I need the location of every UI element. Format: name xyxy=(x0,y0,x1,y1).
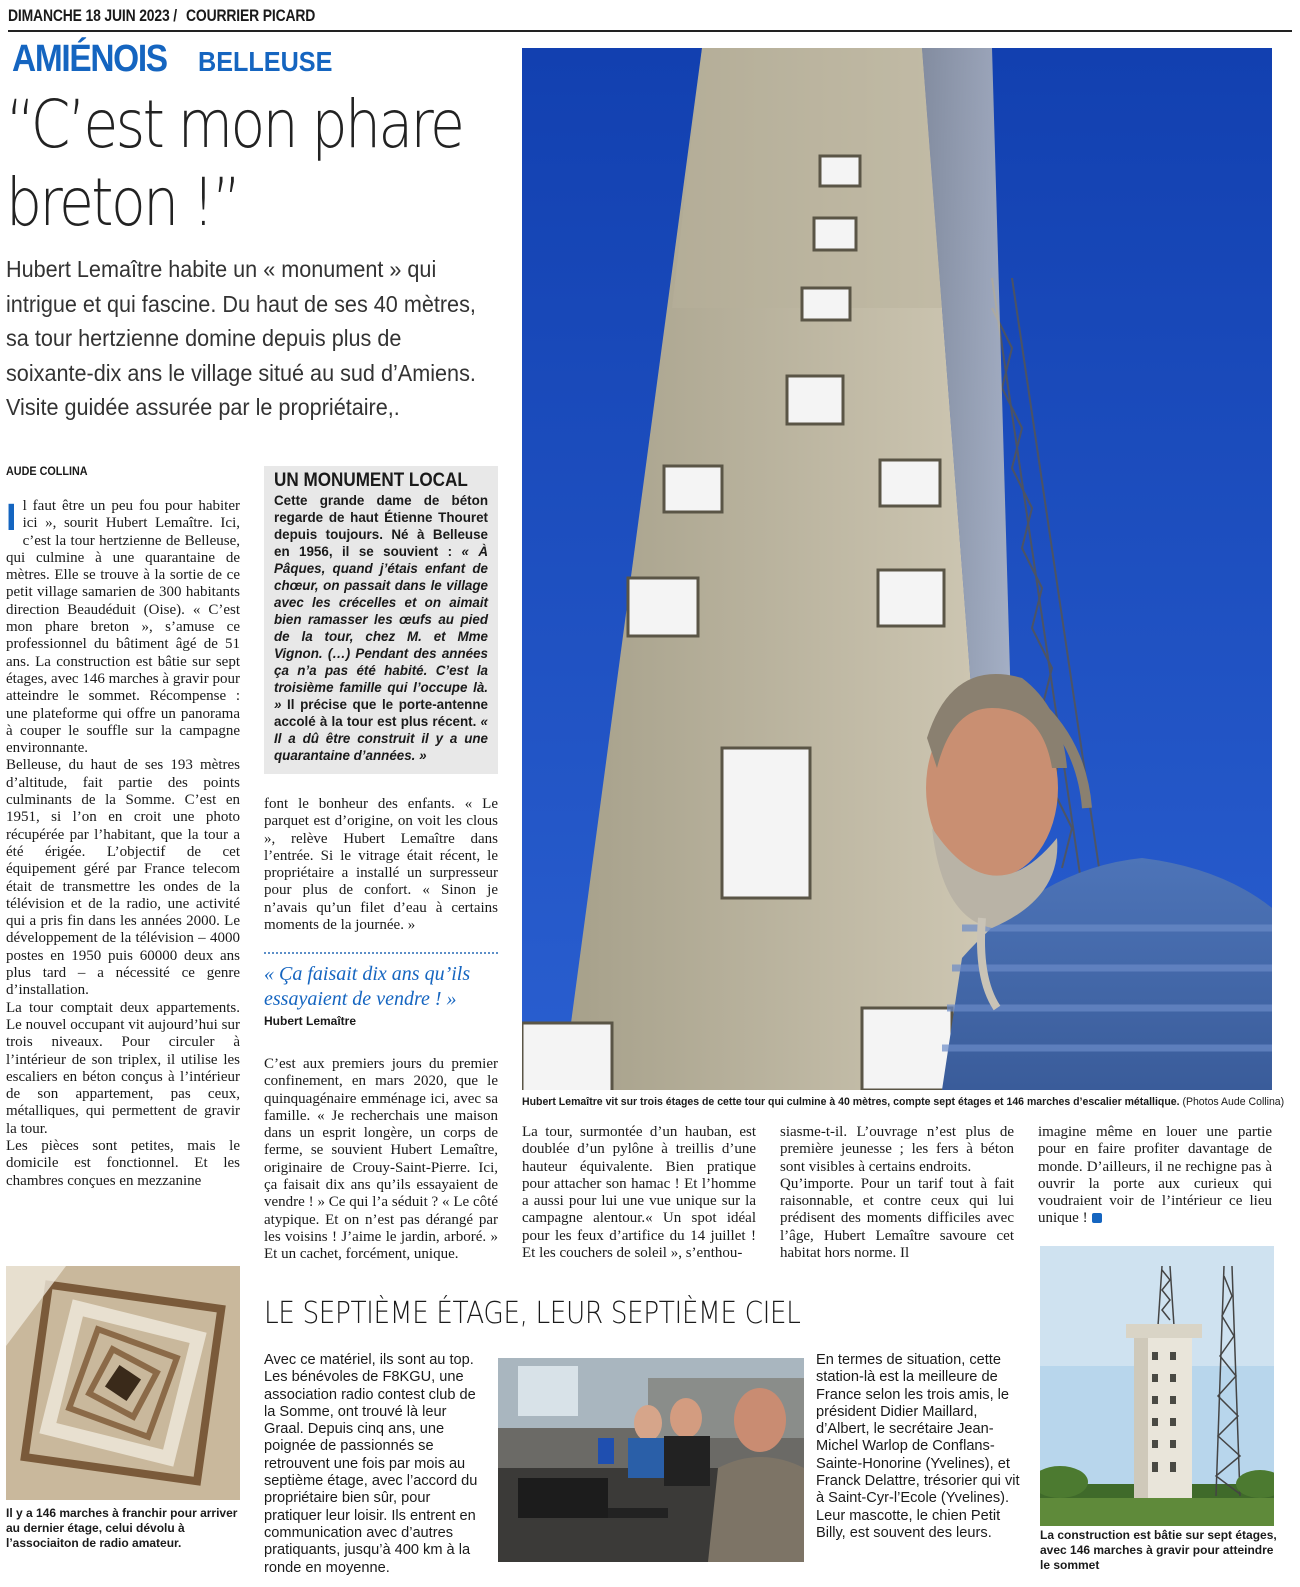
article-column-2b: C’est aux premiers jours du premier confinement, en mars 2020, que le quinquagénaire emménage ici, avec sa famille. « Je recherchais une maison dans un esprit longère, un corps de ferme, se souvient Hubert Lemaître, originaire de Crouy-Saint-Pierre. Ici, ça faisait dix ans qu’ils essayaient de vendre ! » Ce qui l’a séduit ? « Le côté atypique. Et on n’est pas dérangé par les voisins ! J’aime le jardin, arboré. » Et un cachet, forcément, unique. xyxy=(264,1056,498,1263)
article-paragraph: Il faut être un peu fou pour habiter ici », sourit Hubert Lemaître. Ici, c’est la tour hertzienne de Belleuse, qui culmine à une quarantaine de mètres. Elle se trouve à la sortie de ce petit village samarien de 300 habitants direction Beaudéduit (Oise). « C’est mon phare breton », s’amuse ce professionnel du bâtiment âgé de 51 ans. La construction est bâtie sur sept étages, avec 146 marches à gravir pour atteindre le sommet. Récompense : une plateforme qui offre un panorama à couper le souffle sur la campagne environnante. xyxy=(6,497,240,757)
divider xyxy=(264,952,498,954)
end-mark-icon xyxy=(1092,1213,1102,1223)
section-name: AMIÉNOIS xyxy=(12,38,167,80)
section-header xyxy=(12,38,333,80)
headline-line-1: “C’est mon phare xyxy=(6,86,463,163)
standfirst xyxy=(6,252,516,425)
staircase-caption: Il y a 146 marches à franchir pour arriver au dernier étage, celui dévolu à l’associaiton de radio amateur. xyxy=(6,1506,238,1550)
sidebar-title: UN MONUMENT LOCAL xyxy=(274,470,468,491)
article-paragraph: Qu’importe. Pour un tarif tout à fait raisonnable, et contre ceux qui lui prédisent des moments difficiles avec l’âge, Hubert Lemaître savoure cet habitat hors norme. Il xyxy=(780,1175,1014,1262)
masthead-date: DIMANCHE 18 JUIN 2023 / xyxy=(8,6,178,25)
article-column-1 xyxy=(6,498,240,1190)
standfirst-line: intrigue et qui fascine. Du haut de ses 40 mètres, xyxy=(6,290,476,317)
standfirst-line: Hubert Lemaître habite un « monument » qui xyxy=(6,256,437,282)
article-paragraph: La tour comptait deux appartements. Le nouvel occupant vit aujourd’hui sur trois niveaux. Pour circuler à l’intérieur de son triplex, il utilise les escaliers en béton conçus à l’intérieur de son appartement, pas ceux, métalliques, qui permettent de gravir la tour. xyxy=(6,999,240,1137)
section-location: BELLEUSE xyxy=(198,46,333,77)
article-column-2a: font le bonheur des enfants. « Le parquet est d’origine, on voit les clous », relève Hubert Lemaître dans l’entrée. Si le vitrage était récent, le propriétaire a installé un surpresseur pour plus de confort. « Sinon je n’avais qu’un filet d’eau à certains moments de la journée. » xyxy=(264,796,498,934)
tower-photo xyxy=(1040,1246,1274,1526)
article-column-5: imagine même en louer une partie pour en faire profiter davantage de monde. D’ailleurs, il ne rechigne pas à ouvrir la porte aux curieux qui voudraient voir de l’intérieur ce lieu unique ! xyxy=(1038,1124,1272,1227)
staircase-photo xyxy=(6,1266,240,1500)
masthead-publication: COURRIER PICARD xyxy=(186,6,316,25)
sidebar-text: Cette grande dame de béton regarde de haut Étienne Thouret depuis toujours. Né à Belleuse en 1956, il se souvient : « À Pâques, quand j’étais enfant de chœur, on passait dans le village avec les crécelles et on aimait bien ramasser les œufs au pied de la tour, chez M. et Mme Vignon. (…) Pendant des années ça n’a pas été habité. C’est la troisième famille qui l’occupe là. » Il précise que le porte-antenne accolé à la tour est plus récent. « Il a dû être construit il y a une quarantaine d’années. » xyxy=(274,493,488,763)
standfirst-line: soixante-dix ans le village situé au sud d’Amiens. xyxy=(6,359,476,386)
standfirst-line: Visite guidée assurée par le propriétaire,. xyxy=(6,394,400,420)
second-article-title: LE SEPTIÈME ÉTAGE, LEUR SEPTIÈME CIEL xyxy=(264,1296,801,1331)
second-article-column-2: En termes de situation, cette station-là est la meilleure de France selon les trois amis, le président Didier Maillard, d’Albert, le secrétaire Jean-Michel Warlop de Conflans-Sainte-Honorine (Yvelines), et Franck Delattre, trésorier qui vit à Saint-Cyr-l’Ecole (Yvelines). Leur mascotte, le chien Petit Billy, est souvent des leurs. xyxy=(816,1352,1020,1541)
second-article-column-1: Avec ce matériel, ils sont au top. Les bénévoles de F8KGU, une association radio contest club de la Somme, ont trouvé là leur Graal. Depuis cinq ans, une poignée de passionnés se retrouvent une fois par mois au septième étage, avec l’accord du propriétaire bien sûr, pour pratiquer leur loisir. Ils entrent en communication avec d’autres pratiquants, jusqu’à 400 km à la ronde en moyenne. xyxy=(264,1352,478,1576)
standfirst-line: sa tour hertzienne domine depuis plus de xyxy=(6,325,402,351)
drop-cap: I xyxy=(6,497,17,539)
headline-line-2: breton !” xyxy=(6,164,239,241)
sidebar-box xyxy=(264,466,498,774)
article-paragraph: Les pièces sont petites, mais le domicile est fonctionnel. Et les chambres conçues en mezzanine xyxy=(6,1137,240,1189)
page-title xyxy=(6,86,516,242)
article-column-3: La tour, surmontée d’un hauban, est doublée d’un pylône à treillis d’une hauteur équivalente. Bien pratique pour attacher son hamac ! Et l’homme a aussi pour lui une vue unique sur la campagne alentour.« Un spot idéal pour les feux d’artifice du 14 juillet ! Et les couchers de soleil », s’enthou- xyxy=(522,1124,756,1262)
pull-quote: « Ça faisait dix ans qu’ils essayaient de vendre ! » xyxy=(264,963,471,1010)
article-paragraph: Belleuse, du haut de ses 193 mètres d’altitude, fait partie des points culminants de la Somme. C’est en 1951, si l’on en croit une photo récupérée par l’habitant, que la tour a été érigée. L’objectif de cet équipement géré par France telecom était de transmettre les ondes de la télévision et de la radio, une activité qui a pris fin dans les années 2000. Le développement de la télévision – 4000 postes en 1950 puis 60000 deux ans plus tard – a nécessité ce genre d’installation. xyxy=(6,757,240,999)
byline: AUDE COLLINA xyxy=(6,464,88,478)
main-photo xyxy=(522,48,1272,1090)
pull-quote-source: Hubert Lemaître xyxy=(264,1014,357,1028)
tower-caption: La construction est bâtie sur sept étages, avec 146 marches à gravir pour atteindre le sommet xyxy=(1040,1528,1277,1572)
masthead xyxy=(8,6,1292,32)
radio-club-photo xyxy=(498,1358,804,1562)
article-column-4 xyxy=(780,1124,1014,1262)
main-photo-caption: Hubert Lemaître vit sur trois étages de cette tour qui culmine à 40 mètres, compte sept étages et 146 marches d’escalier métallique. (Photos Aude Collina) xyxy=(522,1096,1285,1108)
article-paragraph: siasme-t-il. L’ouvrage n’est plus de première jeunesse ; les fers à béton sont visibles à certains endroits. xyxy=(780,1124,1014,1175)
